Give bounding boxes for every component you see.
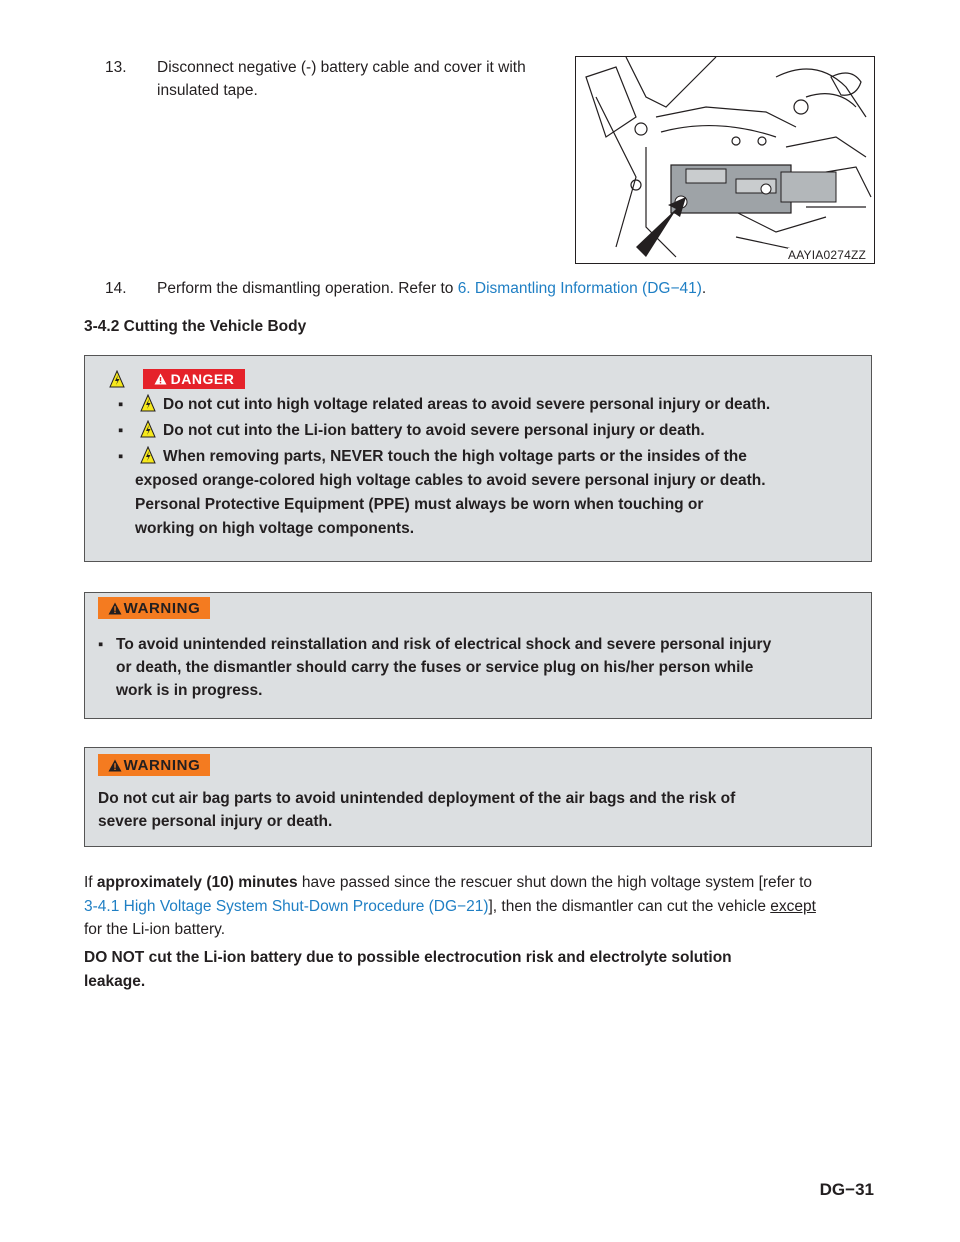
warning-triangle-icon <box>154 373 167 385</box>
warning-line: To avoid unintended reinstallation and risk of electrical shock and severe personal injury <box>116 636 772 653</box>
step-text-before: Perform the dismantling operation. Refer to <box>157 280 458 297</box>
high-voltage-icon <box>109 370 125 388</box>
warning-label: WARNING <box>123 599 201 617</box>
warning-line: work is in progress. <box>116 682 263 699</box>
warning-triangle-icon <box>108 759 122 772</box>
danger-item-line: Personal Protective Equipment (PPE) must always be worn when touching or <box>135 496 704 513</box>
warning-line: Do not cut air bag parts to avoid unintended deployment of the air bags and the risk of <box>98 790 736 807</box>
danger-item: Do not cut into high voltage related areas to avoid severe personal injury or death. <box>163 396 771 413</box>
high-voltage-icon <box>140 394 156 412</box>
warning-badge <box>98 754 210 776</box>
engine-bay-illustration <box>576 57 874 263</box>
battery-figure <box>575 56 875 264</box>
figure-caption: AAYIA0274ZZ <box>787 248 866 262</box>
danger-item: Do not cut into the Li-ion battery to avoid severe personal injury or death. <box>163 422 705 439</box>
danger-label: DANGER <box>170 371 235 387</box>
body-paragraph <box>84 871 874 942</box>
emphasis-line: DO NOT cut the Li-ion battery due to possible electrocution risk and electrolyte solution <box>84 949 732 966</box>
paragraph-line <box>84 895 874 919</box>
section-title: 3-4.2 Cutting the Vehicle Body <box>84 318 307 335</box>
page-number: DG−31 <box>819 1180 874 1199</box>
paragraph-line <box>84 871 874 895</box>
step-text <box>157 277 706 300</box>
danger-item-line: exposed orange-colored high voltage cables to avoid severe personal injury or death. <box>135 472 766 489</box>
paragraph-text: have passed since the rescuer shut down the high voltage system [refer to <box>297 874 812 891</box>
warning-badge <box>98 597 210 619</box>
step-14 <box>105 277 865 301</box>
step-number: 13. <box>105 59 127 76</box>
time-emphasis: approximately (10) minutes <box>96 874 298 891</box>
except-underline: except <box>770 897 816 915</box>
bullet-icon: ▪ <box>118 396 124 413</box>
emphasis-line: leakage. <box>84 972 146 990</box>
step-text-line: insulated tape. <box>157 82 258 99</box>
bullet-icon: ▪ <box>98 636 104 653</box>
high-voltage-icon <box>140 420 156 438</box>
step-text-after: . <box>701 280 707 297</box>
step-text-line: Disconnect negative (-) battery cable and cover it with <box>157 59 526 76</box>
warning-line: severe personal injury or death. <box>98 813 333 830</box>
warning-triangle-icon <box>108 602 122 615</box>
danger-item-line: working on high voltage components. <box>135 520 415 537</box>
shutdown-procedure-link[interactable]: 3-4.1 High Voltage System Shut-Down Procedure (DG−21) <box>84 897 489 915</box>
high-voltage-icon <box>140 446 156 464</box>
paragraph-text: If <box>84 874 97 891</box>
paragraph-text: ], then the dismantler can cut the vehicle <box>488 897 771 915</box>
emphasis-paragraph <box>84 946 874 993</box>
bullet-icon: ▪ <box>118 448 124 465</box>
step-13 <box>105 56 565 104</box>
danger-badge <box>143 369 245 389</box>
warning-line: or death, the dismantler should carry the fuses or service plug on his/her person while <box>116 659 754 676</box>
dismantling-info-link[interactable]: 6. Dismantling Information (DG−41) <box>457 280 702 297</box>
paragraph-line: for the Li-ion battery. <box>84 921 226 938</box>
warning-label: WARNING <box>123 756 201 774</box>
bullet-icon: ▪ <box>118 422 124 439</box>
danger-item-line: When removing parts, NEVER touch the high voltage parts or the insides of the <box>163 448 747 465</box>
step-number: 14. <box>105 280 127 297</box>
